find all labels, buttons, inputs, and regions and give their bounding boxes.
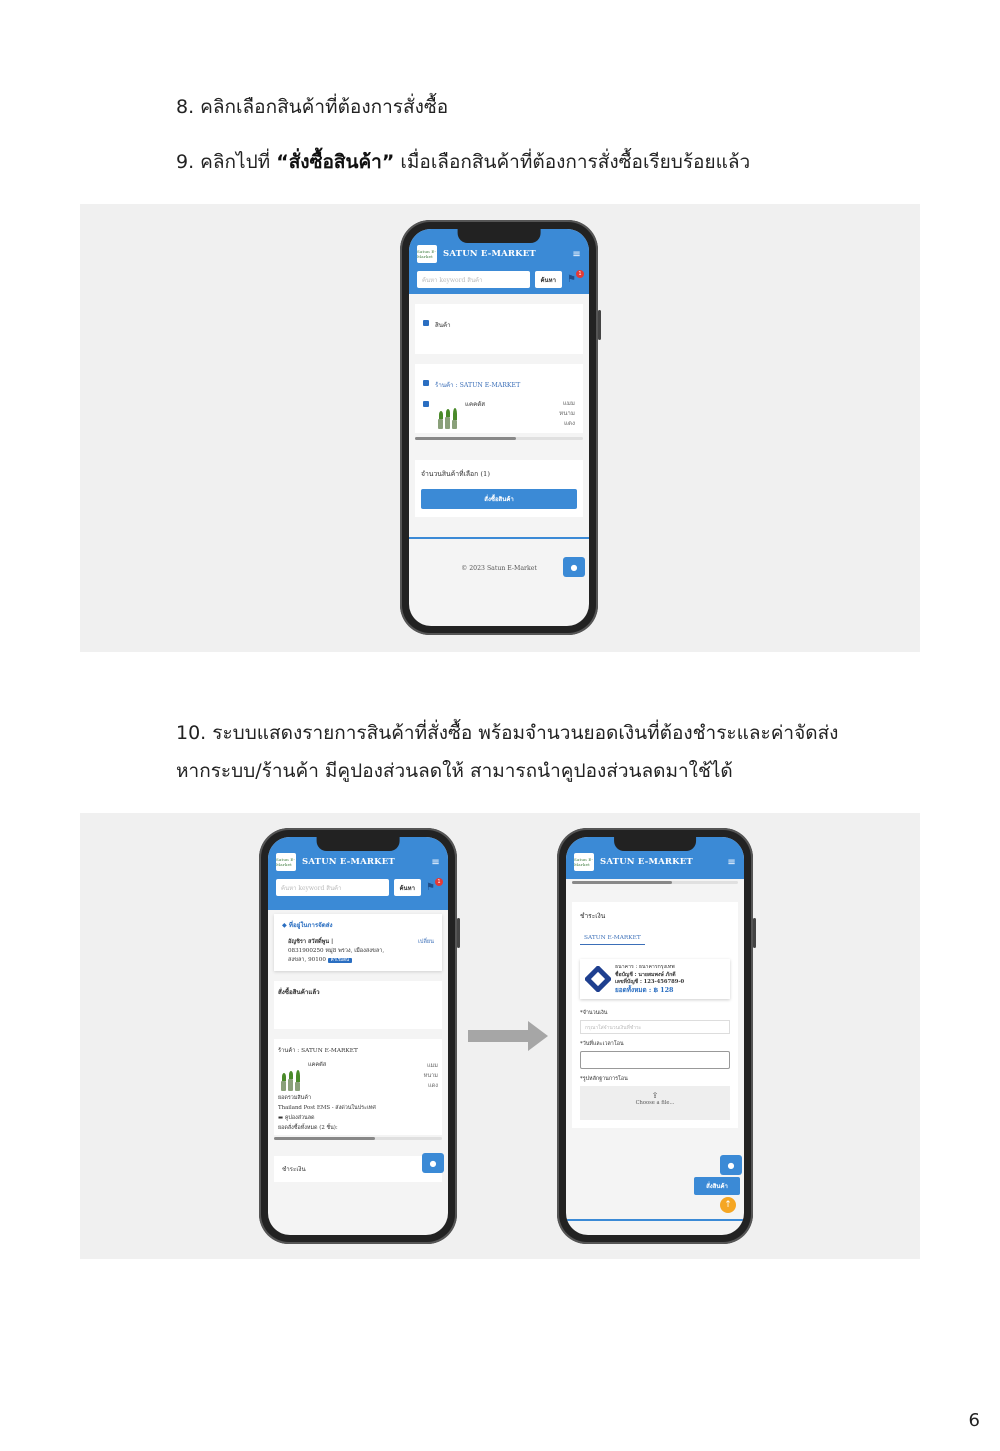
default-badge: ค่าเริ่มต้น bbox=[328, 958, 352, 963]
location-pin-icon: ◆ bbox=[282, 922, 287, 929]
address-name: อัญชิรา สวัสดิ์พูน | bbox=[288, 939, 334, 945]
amount-input[interactable]: กรุณาใส่จำนวนเงินที่ชำระ bbox=[580, 1020, 730, 1034]
logo-icon: Satun E-Market bbox=[574, 853, 594, 871]
slip-label: *รูปหลักฐานการโอน bbox=[580, 1076, 628, 1082]
chat-icon[interactable]: ● bbox=[720, 1155, 742, 1175]
step-9-text bbox=[176, 143, 750, 181]
step-9-suffix: เมื่อเลือกสินค้าที่ต้องการสั่งซื้อเรียบร้อยแล้ว bbox=[394, 151, 751, 173]
account-name: ชื่อบัญชี : นายสมพงษ์ ภักดี bbox=[615, 971, 676, 978]
page-number: 6 bbox=[968, 1410, 980, 1431]
selected-count: จำนวนสินค้าที่เลือก (1) bbox=[421, 470, 491, 478]
step-8-text: 8. คลิกเลือกสินค้าที่ต้องการสั่งซื้อ bbox=[176, 96, 449, 118]
products-card bbox=[415, 304, 583, 354]
datetime-label: *วันที่และเวลาโอน bbox=[580, 1041, 624, 1047]
address-card bbox=[274, 914, 442, 971]
item-description: แมม หนาม แดง bbox=[559, 400, 575, 427]
cart-badge: 1 bbox=[576, 270, 584, 278]
horizontal-scrollbar[interactable] bbox=[572, 881, 738, 884]
phone-mockup-payment bbox=[557, 828, 753, 1244]
logo-icon: Satun E-Market bbox=[276, 853, 296, 871]
shop-card bbox=[415, 364, 583, 433]
upload-icon: ⇪ bbox=[651, 1091, 659, 1100]
datetime-input[interactable] bbox=[580, 1051, 730, 1069]
shop-label: ร้านค้า : SATUN E-MARKET bbox=[278, 1048, 358, 1054]
payment-form-card bbox=[572, 902, 738, 1128]
item-name: แคคตัส bbox=[465, 401, 486, 408]
coupon-label[interactable]: ▬ คูปองส่วนลด bbox=[278, 1115, 315, 1121]
brand-title: SATUN E-MARKET bbox=[443, 249, 536, 259]
search-button[interactable]: ค้นหา bbox=[535, 271, 562, 288]
select-all-checkbox[interactable] bbox=[423, 320, 429, 326]
phone-screen bbox=[409, 229, 589, 626]
phone-mockup-cart bbox=[400, 220, 598, 635]
address-line-1: 0831900250 หมู่8 พรวง, เมืองสงขลา, bbox=[288, 948, 385, 954]
cart-icon[interactable]: ⚑ 1 bbox=[426, 882, 440, 894]
phone-screen bbox=[566, 837, 744, 1235]
payment-card bbox=[274, 1156, 442, 1182]
menu-icon[interactable]: ≡ bbox=[727, 856, 736, 868]
step-10-line-2: หากระบบ/ร้านค้า มีคูปองส่วนลดให้ สามารถนำคูปองส่วนลดมาใช้ได้ bbox=[176, 760, 733, 782]
footer-copyright: © 2023 Satun E-Market bbox=[461, 565, 537, 572]
phone-screen bbox=[268, 837, 448, 1235]
coupon-icon: ▬ bbox=[278, 1115, 284, 1121]
step-9-bold: “สั่งซื้อสินค้า” bbox=[276, 151, 395, 173]
address-title: ◆ ที่อยู่ในการจัดส่ง bbox=[282, 922, 333, 929]
address-line-2: สงขลา, 90100 ค่าเริ่มต้น bbox=[288, 956, 384, 965]
choose-file-text: Choose a file... bbox=[635, 1100, 675, 1106]
search-input[interactable]: ค้นหา keyword สินค้า bbox=[276, 879, 389, 896]
payment-title: ชำระเงิน bbox=[580, 912, 606, 920]
products-label: สินค้า bbox=[435, 322, 451, 329]
step-9-prefix: 9. คลิกไปที่ bbox=[176, 151, 277, 173]
screenshot-panel-1 bbox=[80, 204, 920, 652]
ordered-title: สั่งซื้อสินค้าแล้ว bbox=[278, 989, 320, 996]
subtotal-label: ยอดรวมสินค้า bbox=[278, 1095, 311, 1101]
total-label: ยอดสั่งซื้อทั้งหมด (2 ชิ้น): bbox=[278, 1125, 338, 1131]
change-address-link[interactable]: เปลี่ยน bbox=[418, 939, 434, 945]
phone-mockup-order bbox=[259, 828, 457, 1244]
bank-card bbox=[580, 959, 730, 999]
menu-icon[interactable]: ≡ bbox=[431, 856, 440, 868]
bank-logo-icon bbox=[585, 966, 611, 992]
item-name: แคคตัส bbox=[308, 1062, 327, 1068]
horizontal-scrollbar[interactable] bbox=[415, 437, 583, 440]
order-items-card bbox=[274, 1039, 442, 1135]
brand-title: SATUN E-MARKET bbox=[302, 857, 395, 867]
payment-label: ชำระเงิน bbox=[282, 1166, 306, 1173]
chat-icon[interactable]: ● bbox=[563, 557, 585, 577]
cart-badge: 1 bbox=[435, 878, 443, 886]
menu-icon[interactable]: ≡ bbox=[572, 248, 581, 260]
shop-tab[interactable]: SATUN E-MARKET bbox=[580, 935, 645, 945]
chat-icon[interactable]: ● bbox=[422, 1153, 444, 1173]
horizontal-scrollbar[interactable] bbox=[274, 1137, 442, 1140]
file-upload-dropzone[interactable] bbox=[580, 1086, 730, 1120]
search-button[interactable]: ค้นหา bbox=[394, 879, 421, 896]
account-number: เลขที่บัญชี : 123-456789-0 bbox=[615, 979, 685, 985]
item-description: แมม หนาม แดง bbox=[423, 1063, 438, 1089]
screenshot-panel-2 bbox=[80, 813, 920, 1259]
bank-name: ธนาคาร : ธนาคารกรุงเทพ bbox=[615, 964, 675, 970]
total-amount: ยอดทั้งหมด : ฿ 128 bbox=[615, 985, 674, 994]
right-arrow-icon bbox=[468, 1021, 548, 1051]
product-thumbnail bbox=[435, 399, 461, 429]
cart-icon[interactable]: ⚑ 1 bbox=[567, 274, 581, 286]
scroll-top-arrow-icon[interactable]: ↑ bbox=[720, 1197, 736, 1213]
item-checkbox[interactable] bbox=[423, 401, 429, 407]
search-input[interactable]: ค้นหา keyword สินค้า bbox=[417, 271, 530, 288]
logo-icon: Satun E-Market bbox=[417, 245, 437, 263]
step-10-line-1: 10. ระบบแสดงรายการสินค้าที่สั่งซื้อ พร้อมจำนวนยอดเงินที่ต้องชำระและค่าจัดส่ง bbox=[176, 722, 839, 744]
brand-title: SATUN E-MARKET bbox=[600, 857, 693, 867]
shipping-label: Thailand Post EMS - ส่งด่วนในประเทศ bbox=[278, 1105, 376, 1111]
summary-card bbox=[415, 460, 583, 517]
amount-label: *จำนวนเงิน bbox=[580, 1010, 608, 1016]
ordered-card bbox=[274, 981, 442, 1029]
shop-label: ร้านค้า : SATUN E-MARKET bbox=[435, 382, 521, 389]
product-thumbnail bbox=[278, 1061, 304, 1091]
order-products-button[interactable]: สั่งซื้อสินค้า bbox=[421, 489, 577, 509]
step-10-text bbox=[176, 714, 876, 790]
place-order-button[interactable]: สั่งสินค้า bbox=[694, 1177, 740, 1195]
shop-checkbox[interactable] bbox=[423, 380, 429, 386]
